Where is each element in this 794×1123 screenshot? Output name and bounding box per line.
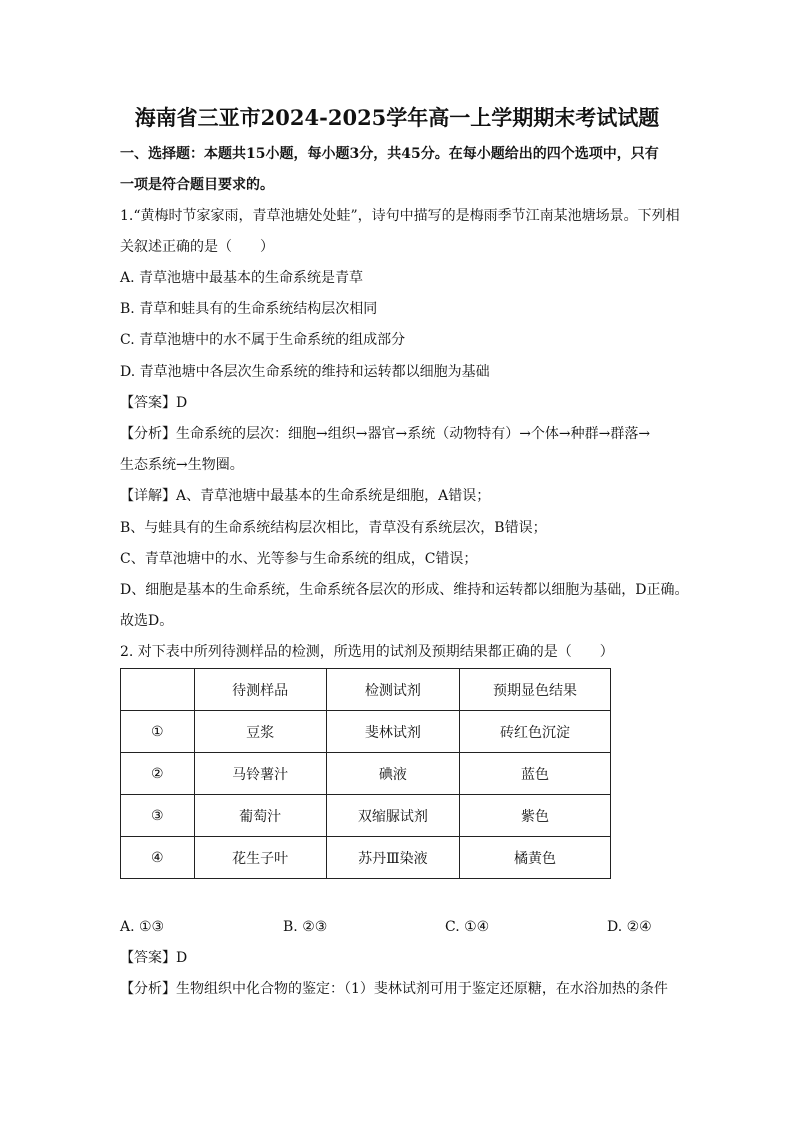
q2-choice-d: D. ②④ bbox=[607, 919, 652, 935]
table-cell: ② bbox=[121, 753, 195, 795]
q2-choice-a: A. ①③ bbox=[120, 919, 165, 935]
page-title: 海南省三亚市2024-2025学年高一上学期期末考试试题 bbox=[134, 105, 660, 130]
q2-choice-c: C. ①④ bbox=[445, 919, 490, 935]
q1-analysis-line-2: 生态系统→生物圈。 bbox=[120, 457, 244, 473]
table-cell: 双缩脲试剂 bbox=[326, 795, 459, 837]
q1-detail-line-1: 【详解】A、青草池塘中最基本的生命系统是细胞，A错误； bbox=[120, 488, 491, 504]
table-cell: 砖红色沉淀 bbox=[459, 711, 610, 753]
q2-choice-b: B. ②③ bbox=[283, 919, 328, 935]
section-heading-line-2: 一项是符合题目要求的。 bbox=[120, 177, 274, 193]
table-cell: ① bbox=[121, 711, 195, 753]
table-cell: 斐林试剂 bbox=[326, 711, 459, 753]
table-row bbox=[121, 753, 611, 795]
q1-option-d: D. 青草池塘中各层次生命系统的维持和运转都以细胞为基础 bbox=[120, 364, 490, 380]
table-header-row bbox=[121, 669, 611, 711]
q2-stem: 2. 对下表中所列待测样品的检测，所选用的试剂及预期结果都正确的是（ ） bbox=[120, 644, 614, 660]
q1-option-c: C. 青草池塘中的水不属于生命系统的组成部分 bbox=[120, 332, 406, 348]
table-header-cell: 预期显色结果 bbox=[459, 669, 610, 711]
table-cell: 碘液 bbox=[326, 753, 459, 795]
table-cell: 花生子叶 bbox=[194, 837, 326, 879]
q1-detail-line-4: D、细胞是基本的生命系统，生命系统各层次的形成、维持和运转都以细胞为基础，D正确。 bbox=[120, 582, 689, 598]
table-cell: 豆浆 bbox=[194, 711, 326, 753]
table-cell: 葡萄汁 bbox=[194, 795, 326, 837]
table-row bbox=[121, 711, 611, 753]
table-cell: 马铃薯汁 bbox=[194, 753, 326, 795]
table-cell: 蓝色 bbox=[459, 753, 610, 795]
table-header-cell bbox=[121, 669, 195, 711]
table-cell: 橘黄色 bbox=[459, 837, 610, 879]
q1-stem-line-2: 关叙述正确的是（ ） bbox=[120, 239, 274, 255]
q2-analysis-line-1: 【分析】生物组织中化合物的鉴定：（1）斐林试剂可用于鉴定还原糖，在水浴加热的条件 bbox=[120, 981, 668, 997]
q1-analysis-line-1: 【分析】生命系统的层次：细胞→组织→器官→系统（动物特有）→个体→种群→群落→ bbox=[120, 426, 651, 442]
table-cell: 苏丹Ⅲ染液 bbox=[326, 837, 459, 879]
section-heading-line-1: 一、选择题：本题共15小题，每小题3分，共45分。在每小题给出的四个选项中，只有 bbox=[120, 146, 659, 162]
table-row bbox=[121, 837, 611, 879]
q2-table bbox=[120, 668, 611, 879]
table-cell: ④ bbox=[121, 837, 195, 879]
q1-answer: 【答案】D bbox=[120, 395, 188, 411]
q1-stem-line-1: 1.“黄梅时节家家雨，青草池塘处处蛙”，诗句中描写的是梅雨季节江南某池塘场景。下列相 bbox=[120, 208, 680, 224]
table-header-cell: 待测样品 bbox=[194, 669, 326, 711]
table-cell: ③ bbox=[121, 795, 195, 837]
table-header-cell: 检测试剂 bbox=[326, 669, 459, 711]
table-row bbox=[121, 795, 611, 837]
q1-option-a: A. 青草池塘中最基本的生命系统是青草 bbox=[120, 270, 364, 286]
table-cell: 紫色 bbox=[459, 795, 610, 837]
q1-conclusion: 故选D。 bbox=[120, 613, 174, 629]
q2-answer: 【答案】D bbox=[120, 950, 188, 966]
q1-option-b: B. 青草和蛙具有的生命系统结构层次相同 bbox=[120, 301, 378, 317]
q1-detail-line-2: B、与蛙具有的生命系统结构层次相比，青草没有系统层次，B错误； bbox=[120, 520, 547, 536]
q1-detail-line-3: C、青草池塘中的水、光等参与生命系统的组成，C错误； bbox=[120, 551, 478, 567]
